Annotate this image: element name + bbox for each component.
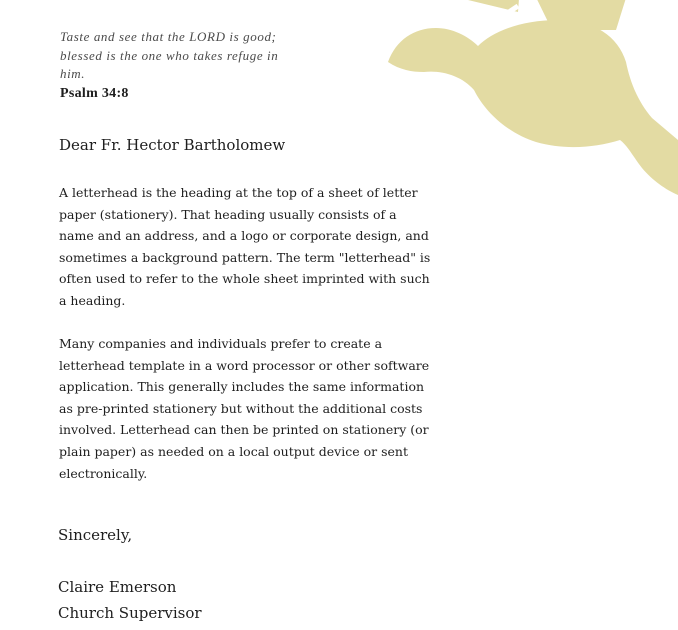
signer-name: Claire Emerson <box>58 578 177 596</box>
scripture-reference: Psalm 34:8 <box>60 86 129 101</box>
signer-title: Church Supervisor <box>58 604 202 622</box>
letter-greeting: Dear Fr. Hector Bartholomew <box>59 136 286 154</box>
letter-paragraph: A letterhead is the heading at the top of a sheet of letter paper (stationery). That heading usually consists of a name and an address, and a logo or corporate design, and sometimes a background pattern. The term "letterhead" is often used to refer to the whole sheet imprinted with such a heading. <box>59 185 431 308</box>
letter-paragraph: Many companies and individuals prefer to create a letterhead template in a word processor or other software application. This generally includes the same information as pre-printed stationery but without the additional costs involved. Letterhead can then be printed on stationery (or plain paper) as needed on a local output device or sent electronically. <box>59 336 430 481</box>
letter-closing: Sincerely, <box>58 526 133 544</box>
scripture-verse: Taste and see that the LORD is good; blessed is the one who takes refuge in him. <box>60 29 279 81</box>
dove-icon <box>380 0 678 200</box>
